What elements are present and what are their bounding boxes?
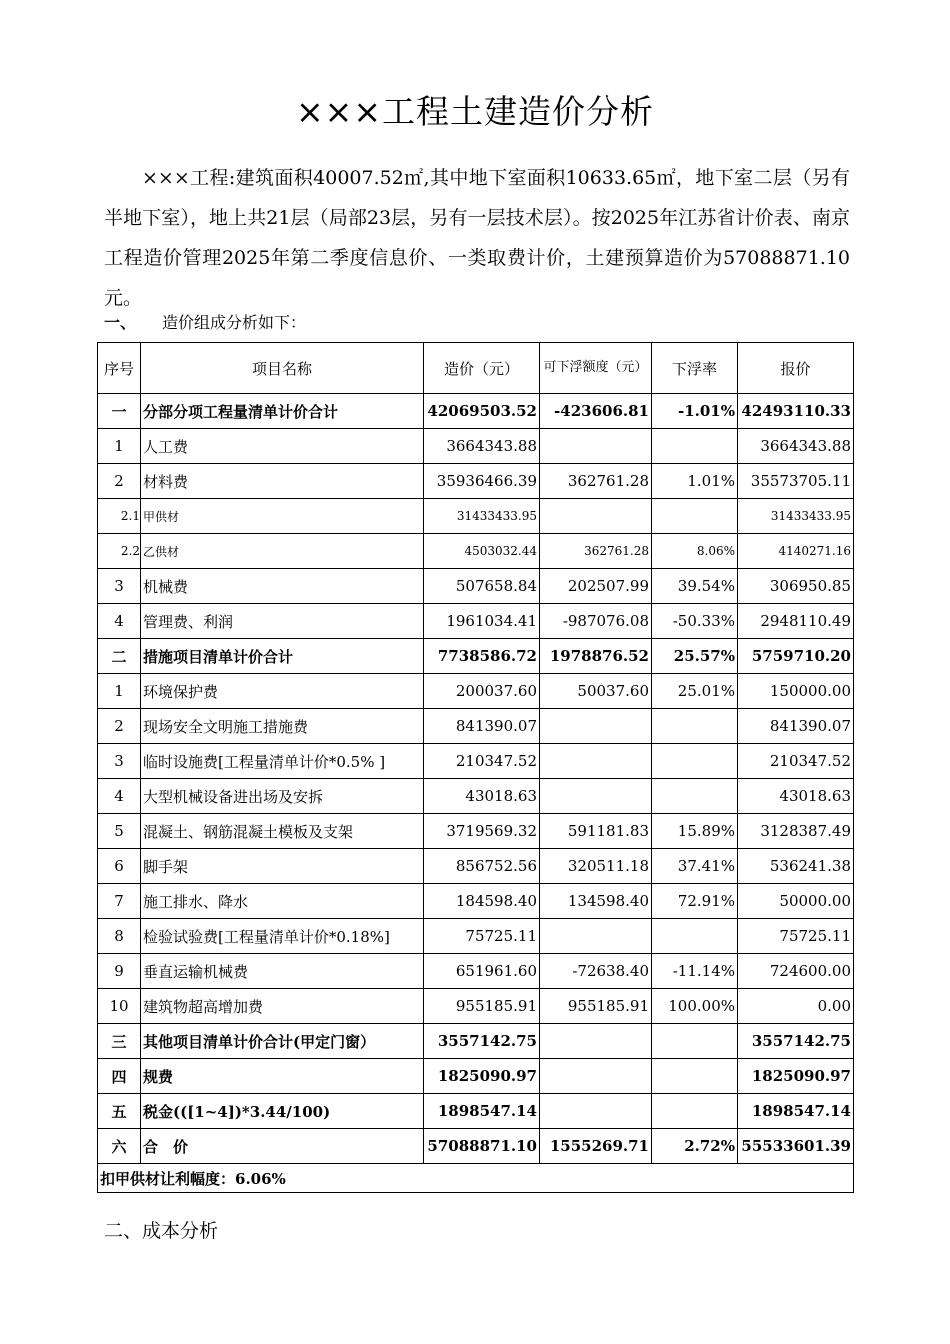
cell-quote: 5759710.20 [738,639,854,674]
table-row [98,919,854,954]
cell-quote: 150000.00 [738,674,854,709]
cell-float-amount: 202507.99 [540,569,652,604]
table-row [98,1024,854,1059]
cell-quote: 43018.63 [738,779,854,814]
cell-float-rate: 25.57% [652,639,738,674]
cell-quote: 1825090.97 [738,1059,854,1094]
cell-item-name: 临时设施费[工程量清单计价*0.5% ] [141,744,424,779]
table-row [98,954,854,989]
cell-quote: 306950.85 [738,569,854,604]
cell-cost: 43018.63 [424,779,540,814]
table-row [98,849,854,884]
cell-cost: 1825090.97 [424,1059,540,1094]
cell-float-rate: 8.06% [652,534,738,569]
cell-quote: 4140271.16 [738,534,854,569]
cell-float-rate [652,1094,738,1129]
cell-item-name: 甲供材 [141,499,424,534]
cell-float-rate [652,1059,738,1094]
cell-item-name: 其他项目清单计价合计(甲定门窗） [141,1024,424,1059]
cell-cost: 7738586.72 [424,639,540,674]
cell-seq: 5 [98,814,141,849]
cell-seq: 1 [98,429,141,464]
cell-float-rate: 37.41% [652,849,738,884]
cell-float-rate [652,744,738,779]
cell-seq: 三 [98,1024,141,1059]
cell-float-amount: 1978876.52 [540,639,652,674]
cost-analysis-table [97,342,854,1193]
cell-float-amount [540,919,652,954]
cell-float-rate [652,919,738,954]
cell-float-amount: 320511.18 [540,849,652,884]
cell-cost: 955185.91 [424,989,540,1024]
cell-item-name: 施工排水、降水 [141,884,424,919]
cell-quote: 3664343.88 [738,429,854,464]
cell-cost: 1898547.14 [424,1094,540,1129]
cell-quote: 841390.07 [738,709,854,744]
table-row [98,429,854,464]
cell-float-rate [652,709,738,744]
table-row [98,604,854,639]
cell-float-rate: -11.14% [652,954,738,989]
cell-seq: 二 [98,639,141,674]
cell-seq: 1 [98,674,141,709]
cell-seq: 9 [98,954,141,989]
cell-float-amount: 591181.83 [540,814,652,849]
cell-quote: 2948110.49 [738,604,854,639]
section-2-heading: 二、成本分析 [104,1220,219,1242]
cell-quote: 50000.00 [738,884,854,919]
cell-cost: 31433433.95 [424,499,540,534]
section-1-heading [104,310,306,333]
cell-item-name: 机械费 [141,569,424,604]
cell-seq: 2 [98,709,141,744]
table-row [98,499,854,534]
cell-cost: 3719569.32 [424,814,540,849]
cell-quote: 1898547.14 [738,1094,854,1129]
table-footer-row [98,1164,854,1193]
cell-seq: 3 [98,744,141,779]
cell-seq: 2.2 [98,534,141,569]
header-float-amount: 可下浮额度（元） [540,343,652,394]
cell-seq: 4 [98,779,141,814]
cell-quote: 536241.38 [738,849,854,884]
cell-cost: 42069503.52 [424,394,540,429]
table-row [98,464,854,499]
cell-item-name: 脚手架 [141,849,424,884]
cell-float-rate: 2.72% [652,1129,738,1164]
cell-float-rate [652,1024,738,1059]
cell-quote: 42493110.33 [738,394,854,429]
cell-float-amount: 134598.40 [540,884,652,919]
table-header-row [98,343,854,394]
cell-float-rate: 1.01% [652,464,738,499]
cell-seq: 10 [98,989,141,1024]
cell-quote: 210347.52 [738,744,854,779]
table-row [98,394,854,429]
cell-seq: 3 [98,569,141,604]
table-row [98,534,854,569]
cell-float-amount: 362761.28 [540,464,652,499]
cell-seq: 8 [98,919,141,954]
cell-item-name: 建筑物超高增加费 [141,989,424,1024]
cell-cost: 210347.52 [424,744,540,779]
section-1-text: 造价组成分析如下： [162,313,307,332]
cell-quote: 3557142.75 [738,1024,854,1059]
cell-float-amount [540,1024,652,1059]
cell-cost: 507658.84 [424,569,540,604]
cell-float-amount: 955185.91 [540,989,652,1024]
header-float-rate: 下浮率 [652,343,738,394]
header-name: 项目名称 [141,343,424,394]
cell-item-name: 混凝土、钢筋混凝土模板及支架 [141,814,424,849]
cell-quote: 3128387.49 [738,814,854,849]
table-row [98,709,854,744]
cell-cost: 841390.07 [424,709,540,744]
cell-quote: 724600.00 [738,954,854,989]
table-row [98,884,854,919]
cell-item-name: 措施项目清单计价合计 [141,639,424,674]
intro-text: ×××工程:建筑面积40007.52㎡,其中地下室面积10633.65㎡，地下室二层（另有半地下室），地上共21层（局部23层，另有一层技术层）。按2025年江苏省计价表、南京工程造价管理2025年第二季度信息价、一类取费计价，土建预算造价为57088871.10元。 [104,167,850,309]
intro-paragraph [104,158,850,318]
table-row [98,989,854,1024]
cell-quote: 31433433.95 [738,499,854,534]
cell-cost: 4503032.44 [424,534,540,569]
cell-cost: 3557142.75 [424,1024,540,1059]
header-cost: 造价（元） [424,343,540,394]
table-row [98,814,854,849]
cell-item-name: 规费 [141,1059,424,1094]
table-row [98,779,854,814]
cell-item-name: 税金(([1~4])*3.44/100) [141,1094,424,1129]
cell-seq: 2 [98,464,141,499]
cell-float-amount: 50037.60 [540,674,652,709]
cell-float-rate: 72.91% [652,884,738,919]
cell-cost: 3664343.88 [424,429,540,464]
cell-item-name: 检验试验费[工程量清单计价*0.18%] [141,919,424,954]
cell-float-rate [652,779,738,814]
cell-float-amount [540,779,652,814]
cell-float-rate: -1.01% [652,394,738,429]
table-row [98,1059,854,1094]
cell-float-rate: 100.00% [652,989,738,1024]
cell-seq: 一 [98,394,141,429]
header-quote: 报价 [738,343,854,394]
cell-float-rate: -50.33% [652,604,738,639]
cell-float-rate: 39.54% [652,569,738,604]
table-row [98,744,854,779]
document-title: ×××工程土建造价分析 [296,92,654,131]
cell-float-amount: -423606.81 [540,394,652,429]
cell-cost: 200037.60 [424,674,540,709]
cell-float-amount: 362761.28 [540,534,652,569]
cell-seq: 六 [98,1129,141,1164]
section-1-number: 一、 [104,313,137,332]
table-row [98,1129,854,1164]
cell-item-name: 大型机械设备进出场及安拆 [141,779,424,814]
cell-item-name: 管理费、利润 [141,604,424,639]
cell-float-rate [652,499,738,534]
cell-item-name: 分部分项工程量清单计价合计 [141,394,424,429]
header-seq: 序号 [98,343,141,394]
cell-seq: 2.1 [98,499,141,534]
cell-quote: 0.00 [738,989,854,1024]
cell-item-name: 现场安全文明施工措施费 [141,709,424,744]
cell-seq: 4 [98,604,141,639]
cell-float-amount [540,709,652,744]
cell-item-name: 材料费 [141,464,424,499]
cell-float-amount: -72638.40 [540,954,652,989]
cell-float-rate: 25.01% [652,674,738,709]
cell-cost: 1961034.41 [424,604,540,639]
cell-float-amount [540,1094,652,1129]
cell-item-name: 乙供材 [141,534,424,569]
cell-item-name: 环境保护费 [141,674,424,709]
cell-float-amount [540,499,652,534]
cell-float-amount: -987076.08 [540,604,652,639]
cell-seq: 四 [98,1059,141,1094]
cell-cost: 184598.40 [424,884,540,919]
cell-float-amount [540,429,652,464]
table-row [98,569,854,604]
cell-item-name: 合 价 [141,1129,424,1164]
cell-cost: 35936466.39 [424,464,540,499]
cell-seq: 7 [98,884,141,919]
discount-note: 扣甲供材让利幅度：6.06% [98,1164,854,1193]
cell-float-amount: 1555269.71 [540,1129,652,1164]
cell-item-name: 人工费 [141,429,424,464]
cell-cost: 651961.60 [424,954,540,989]
cell-cost: 75725.11 [424,919,540,954]
cell-quote: 55533601.39 [738,1129,854,1164]
cell-float-rate: 15.89% [652,814,738,849]
table-row [98,1094,854,1129]
cell-item-name: 垂直运输机械费 [141,954,424,989]
cell-float-amount [540,1059,652,1094]
cell-seq: 6 [98,849,141,884]
cell-float-amount [540,744,652,779]
table-row [98,674,854,709]
cell-quote: 75725.11 [738,919,854,954]
cell-quote: 35573705.11 [738,464,854,499]
table-row [98,639,854,674]
cell-cost: 57088871.10 [424,1129,540,1164]
cell-seq: 五 [98,1094,141,1129]
cell-cost: 856752.56 [424,849,540,884]
cell-float-rate [652,429,738,464]
